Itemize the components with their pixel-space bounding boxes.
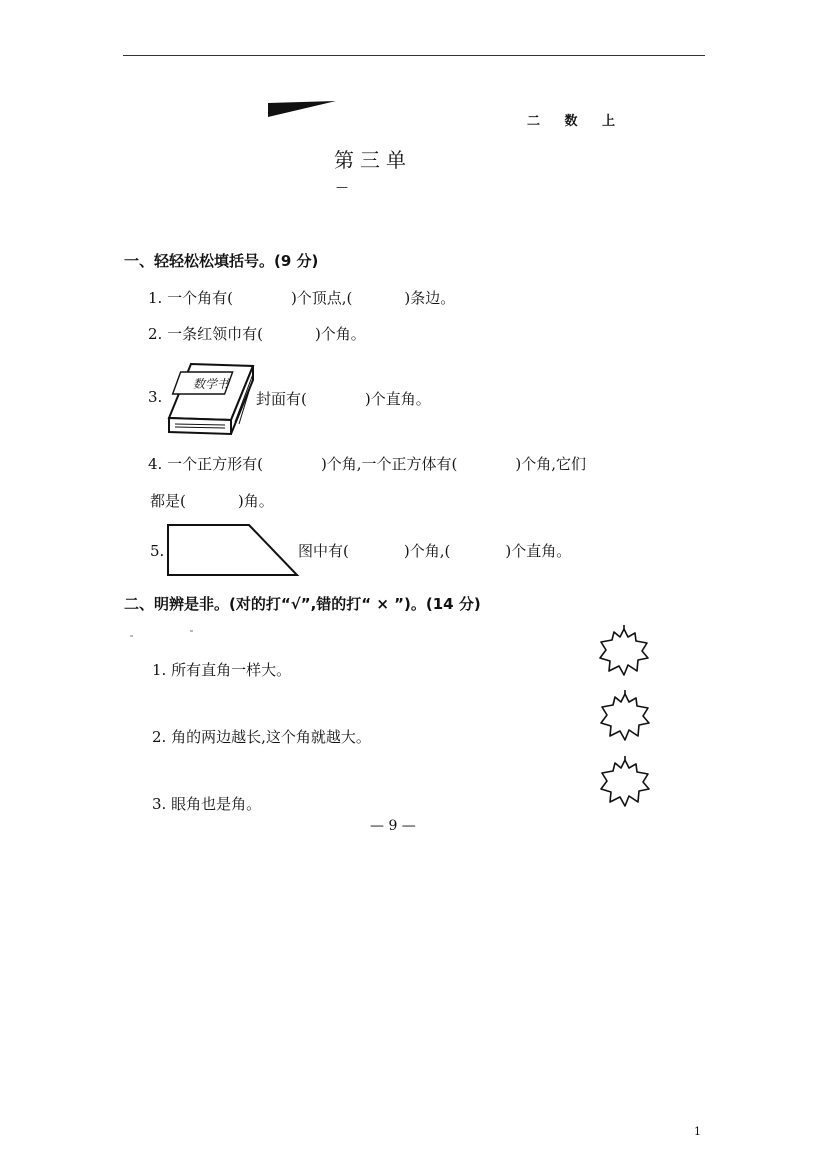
q4-part-d: 都是( — [150, 492, 186, 510]
q5-number: 5. — [150, 542, 165, 560]
leaf-answer-box-icon[interactable] — [598, 690, 652, 744]
q4-part-b: )个角,一个正方体有( — [320, 455, 458, 473]
judgement-item-2: 2. 角的两边越长,这个角就越大。 — [152, 728, 371, 746]
q1-part-b: )个顶点,( — [290, 289, 353, 307]
q5-part-c: )个直角。 — [505, 542, 572, 560]
header-right-text: 二 数 上 — [527, 114, 626, 129]
q5-part-a: 图中有( — [298, 542, 349, 560]
unit-title: 第三单 — [334, 148, 412, 172]
q2-part-b: )个角。 — [314, 325, 366, 343]
trapezoid-figure-icon — [165, 522, 300, 578]
judgement-item-3: 3. 眼角也是角。 — [152, 795, 262, 813]
title-mark: — — [336, 180, 348, 194]
q1-part-c: )条边。 — [404, 289, 456, 307]
q4-part-e: )角。 — [237, 492, 274, 510]
sheet-number: 1 — [694, 1125, 701, 1138]
page-number: — 9 — — [370, 818, 416, 834]
math-book-icon — [165, 360, 255, 440]
question-1-4 — [148, 453, 586, 474]
corner-wedge-decoration — [268, 101, 338, 119]
q3-number: 3. — [148, 388, 163, 406]
question-1-2 — [148, 323, 366, 344]
scan-speck — [190, 630, 193, 632]
judgement-item-1: 1. 所有直角一样大。 — [152, 661, 292, 679]
top-rule — [123, 55, 705, 56]
question-1-1 — [148, 287, 455, 308]
question-1-4-cont — [150, 490, 274, 511]
book-label: 数学书 — [193, 377, 230, 391]
q4-part-a: 4. 一个正方形有( — [148, 455, 263, 473]
q3-part-a: 封面有( — [256, 390, 307, 408]
q2-part-a: 2. 一条红领巾有( — [148, 325, 263, 343]
q3-part-b: )个直角。 — [364, 390, 431, 408]
leaf-answer-box-icon[interactable] — [598, 756, 652, 810]
question-1-3 — [256, 388, 431, 409]
q5-part-b: )个角,( — [403, 542, 451, 560]
section1-heading: 一、轻轻松松填括号。(9 分) — [124, 252, 319, 270]
scan-speck — [130, 635, 133, 637]
question-1-5 — [298, 540, 571, 561]
q4-part-c: )个角,它们 — [515, 455, 587, 473]
leaf-answer-box-icon[interactable] — [597, 625, 651, 679]
section2-heading: 二、明辨是非。(对的打“√”,错的打“ × ”)。(14 分) — [124, 595, 481, 613]
q1-part-a: 1. 一个角有( — [148, 289, 233, 307]
